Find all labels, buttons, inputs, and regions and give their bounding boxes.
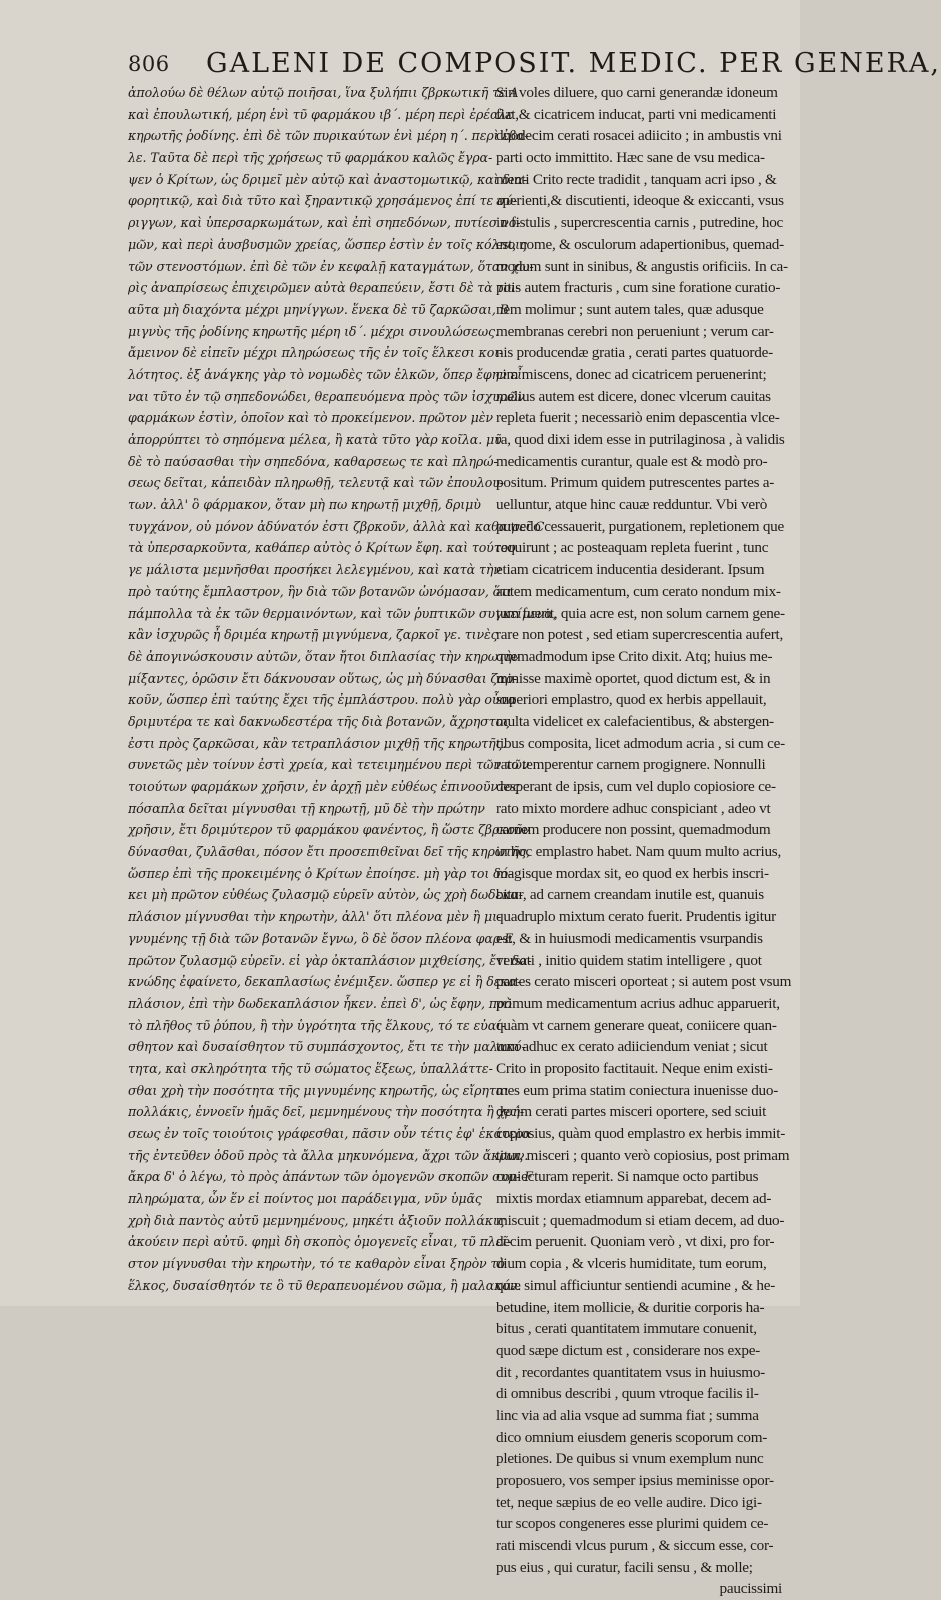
latin-text-line: minisse maximè oportet, quod dictum est, & in [496, 669, 771, 687]
latin-text-line: paucissimi [719, 1580, 782, 1598]
latin-text-line: membranas cerebri non perueniunt ; verum car- [496, 322, 774, 340]
latin-text-line: bitur, ad carnem creandam inutile est, quanuis [496, 886, 764, 904]
latin-text-line: rato mixto mordere adhuc conspiciant , adeo vt [496, 799, 771, 817]
greek-text-line: δύνασθαι, ζυλᾶσθαι, πόσον ἔτι προσεπιθεῖναι δεῖ τῆς κηρωτῆς, [128, 844, 531, 860]
latin-text-line: titur, misceri ; quanto verò copiosius, post primam [496, 1146, 790, 1164]
greek-text-line: τῆς ἐντεῦθεν ὁδοῦ πρὸς τὰ ἄλλα μηκυνόμενα, ἄχρι τῶν ἄκρων. [128, 1147, 529, 1163]
greek-text-line: ἀπολούω δὲ θέλων αὐτῷ ποιῆσαι, ἵνα ξυλήπιι ζβρκωτικῆ τε A [128, 85, 519, 100]
latin-text-line: repleta fuerit ; necessariò enim depascentia vlce- [496, 409, 780, 427]
latin-text-line: decim peruenit. Quoniam verò , vt dixi, pro for- [496, 1233, 775, 1251]
latin-text-line: rato temperentur carnem progignere. Nonnulli [496, 756, 766, 774]
latin-text-line: menti Crito recte tradidit , tanquam acri ipso , & [496, 170, 777, 188]
greek-text-line: πρῶτον ζυλασμῷ εὑρεῖν. εἰ γὰρ ὀκταπλάσιον μιχθείσης, ἔτι δα- [128, 952, 532, 968]
greek-text-line: τὸ πλῆθος τῦ ῥύπου, ἢ τὴν ὑγρότητα τῆς ἕλκους, τό τε εὐαί- [128, 1017, 506, 1033]
greek-text-line: ἄκρα δ' ὁ λέγω, τὸ πρὸς ἁπάντων τῶν ὁμογενῶν σκοπῶν συμ- F [128, 1169, 533, 1185]
greek-text-line: ρὶς ἀναπρίσεως ἐπιχειρῶμεν αὐτὰ θεραπεύειν, ἔστι δὲ τὰ τοι- [128, 280, 520, 296]
greek-text-line: κει μὴ πρῶτον εὐθέως ζυλασμῷ εὑρεῖν αὐτὸν, ὡς χρὴ δωδεκα- [128, 887, 523, 903]
greek-text-line: ναι τῦτο ἐν τῷ σηπεδονώδει, θεραπευόμενα πρὸς τῶν ἰσχυρῶν [128, 388, 525, 404]
latin-text-line: desperant de ipsis, cum vel duplo copiosiore ce- [496, 778, 776, 795]
greek-text-line: πλάσιον, ἐπὶ τὴν δωδεκαπλάσιον ἧκεν. ἐπεὶ δ', ὡς ἔφην, πρὸ [128, 995, 512, 1011]
latin-text-line: positum. Primum quidem putrescentes partes a- [496, 474, 775, 492]
greek-text-line: ἀπορρύπτει τὸ σηπόμενα μέλεα, ἢ κατὰ τῦτο γὰρ κοῖλα. μῦ [128, 432, 502, 447]
latin-text-line: fiat,& cicatricem inducat, parti vni medicamenti [496, 105, 777, 123]
latin-text-line: mixtis mordax etiamnum apparebat, decem ad- [496, 1190, 772, 1208]
greek-text-line: χρῆσιν, ἔτι δριμύτερον τῦ φαρμάκου φανέντος, ἢ ὥστε ζβρκοῦν [128, 822, 531, 838]
latin-text-line: betudine, item mollicie, & duritie corporis ha- [496, 1298, 765, 1316]
greek-text-line: τῶν στενοστόμων. ἐπὶ δὲ τῶν ἐν κεφαλῇ καταγμάτων, ὅταν χω- [128, 258, 534, 274]
latin-text-line: decim cerati partes misceri oportere, sed sciuit [496, 1103, 767, 1121]
latin-text-line: magisque mordax sit, eo quod ex herbis inscri- [496, 864, 769, 882]
latin-text-line: in hoc emplastro habet. Nam quum multo acrius, [496, 843, 782, 861]
greek-text-line: ἕλκος, δυσαίσθητόν τε ὃ τῦ θεραπευομένου σῶμα, ἢ μαλακόν. [128, 1277, 522, 1293]
greek-text-line: δὲ ἀπογινώσκουσιν αὐτῶν, ὅταν ἤτοι διπλασίας τὴν κηρωτὴν [128, 648, 520, 664]
latin-text-line: duodecim cerati rosacei adiicito ; in ambustis vni [496, 127, 782, 145]
latin-text-line: dico omnium eiusdem generis scoporum com- [496, 1428, 768, 1446]
page-number: 806 [128, 52, 170, 76]
greek-text-line: στον μίγνυσθαι τὴν κηρωτὴν, τό τε καθαρὸν εἶναι ξηρὸν τὸ [128, 1256, 505, 1272]
latin-text-line: tet, neque sæpius de eo velle audire. Dico igi- [496, 1493, 762, 1511]
latin-text-line: superiori emplastro, quod ex herbis appellauit, [496, 691, 767, 709]
latin-text-line: est, & in huiusmodi medicamentis vsurpandis [496, 929, 763, 947]
greek-text-line: καὶ ἐπουλωτική, μέρη ἑνὶ τῦ φαρμάκου ιβ΄. μέρη περὶ ἐρέαλε [128, 106, 513, 122]
greek-text-line: τοιούτων φαρμάκων χρῆσιν, ἐν ἀρχῇ μὲν εὐθέως ἐπινοοῦντος [128, 779, 520, 794]
latin-text-line: requirunt ; ac posteaquam repleta fuerint , tunc [496, 539, 769, 557]
greek-text-line: κνώδης ἐφαίνετο, δεκαπλασίως ἐνέμιξεν. ὥσπερ γε εἰ ἢ δεκα- [128, 974, 522, 990]
latin-text-line: copiosius, quàm quod emplastro ex herbis immit- [496, 1125, 786, 1142]
latin-text-line: medicamentis curantur, quale est & modò pro- [496, 452, 768, 470]
latin-text-line: nem molimur ; sunt autem tales, quæ adusque [496, 300, 764, 318]
greek-text-line: δριμυτέρα τε καὶ δακνωδεστέρα τῆς διὰ βοτανῶν, ἄχρηστος [128, 713, 510, 729]
greek-text-line: χρὴ διὰ παντὸς αὐτῦ μεμνημένους, μηκέτι ἀξιοῦν πολλάκις [128, 1212, 505, 1228]
latin-text-line: quadruplo mixtum cerato fuerit. Prudentis igitur [496, 908, 776, 926]
latin-text-line: bitus , cerati quantitatem immutare conuenit, [496, 1320, 757, 1338]
latin-text-line: pletiones. De quibus si vnum exemplum nunc [496, 1450, 764, 1468]
greek-text-line: πρὸ ταύτης ἔμπλαστρον, ἣν διὰ τῶν βοτανῶν ὠνόμασαν, ὅτι [128, 583, 512, 599]
greek-text-line: πλάσιον μίγνυσθαι τὴν κηρωτὴν, ἀλλ' ὅτι πλέονα μὲν ἢ μι- [128, 909, 502, 925]
greek-text-line: φορητικῷ, καὶ διὰ τῦτο καὶ ξηραντικῷ χρησάμενος ἐπί τε σύ- [128, 193, 518, 209]
greek-text-line: λότητος. ἐξ ἀνάγκης γὰρ τὸ νομωδὲς τῶν ἑλκῶν, ὅπερ ἔφην εἶ [128, 366, 523, 382]
latin-text-line: quæ simul afficiuntur sentiendi acumine , & he- [496, 1276, 775, 1294]
latin-text-line: putredo cessauerit, purgationem, repletionem que [496, 517, 784, 535]
greek-text-line: φαρμάκων ἐστὶν, ὁποῖον καὶ τὸ προκείμενον. πρῶτον μὲν [128, 410, 493, 426]
latin-text-line: rare non potest , sed etiam supercrescentia aufert, [496, 626, 784, 644]
latin-text-line: aperienti,& discutienti, ideoque & exiccanti, vsus [496, 192, 784, 210]
greek-text-line: τυγχάνον, οὐ μόνον ἀδύνατόν ἐστι ζβρκοῦν, ἀλλὰ καὶ καθαιρεῖ C [128, 518, 545, 534]
greek-text-line: μῶν, καὶ περὶ ἀυσβυσμῶν χρείας, ὥσπερ ἐστὶν ἐν τοῖς κόλποις [128, 236, 527, 252]
latin-text-line: autem medicamentum, cum cerato nondum mix- [496, 582, 781, 600]
greek-text-line: κηρωτῆς ῥοδίνης. ἐπὶ δὲ τῶν πυρικαύτων ἑνὶ μέρη η΄. περὶ ἐβα- [128, 128, 529, 144]
greek-text-line: κοῦν, ὥσπερ ἐπὶ ταύτης ἔχει τῆς ἐμπλάστρου. πολὺ γὰρ οὖσα [128, 692, 517, 708]
latin-text-line: cim miscens, donec ad cicatricem peruenerint; [496, 365, 767, 383]
latin-text-line: coniecturam reperit. Si namque octo partibus [496, 1168, 759, 1186]
latin-text-line: quod sæpe dictum est , considerare nos expe- [496, 1341, 760, 1359]
greek-text-line: σεως δεῖται, κἀπειδὰν πληρωθῇ, τελευτᾷ καὶ τῶν ἐπουλου- [128, 475, 504, 491]
latin-text-line: nis producendæ gratia , cerati partes quatuorde- [496, 344, 773, 362]
greek-text-line: ἀκούειν περὶ αὐτῦ. φημὶ δὴ σκοπὸς ὁμογενεῖς εἶναι, τῦ πλεῖ- [128, 1234, 512, 1250]
greek-text-line: των. ἀλλ' ὃ φάρμακον, ὅταν μὴ πω κηρωτῇ μιχθῇ, δριμὺ [128, 497, 481, 513]
latin-text-line: miscuit ; quemadmodum si etiam decem, ad duo- [496, 1211, 785, 1229]
latin-text-line: tum fuerit, quia acre est, non solum carnem gene- [496, 604, 785, 622]
latin-text-line: ra, quod dixi idem esse in putrilaginosa , à validis [496, 431, 785, 448]
latin-text-line: melius autem est dicere, donec vlcerum cauitas [496, 387, 771, 405]
latin-text-line: carnem producere non possint, quemadmodum [496, 821, 771, 839]
greek-text-line: τὰ ὑπερσαρκοῦντα, καθάπερ αὐτὸς ὁ Κρίτων ἔφη. καὶ τούτου [128, 540, 516, 556]
latin-text-line: tibus composita, licet admodum acria , si cum ce- [496, 734, 785, 752]
greek-text-line: τητα, καὶ σκληρότητα τῆς τῦ σώματος ἕξεως, ὑπαλλάττε- [128, 1060, 493, 1076]
greek-text-line: γε μάλιστα μεμνῆσθαι προσήκει λελεγμένου, καὶ κατὰ τὴν [128, 562, 501, 578]
greek-text-line: συνετῶς μὲν τοίνυν ἐστὶ χρεία, καὶ τετειμημένου περὶ τῶν τῶν [128, 757, 530, 773]
greek-text-column [128, 82, 557, 1297]
latin-text-line: rati miscendi vlcus purum , & siccum esse, cor- [496, 1537, 774, 1555]
greek-text-line: πολλάκις, ἐννοεῖν ἡμᾶς δεῖ, μεμνημένους τὴν ποσότητα ἢ χρή- [128, 1104, 525, 1120]
greek-text-line: ριγγων, καὶ ὑπερσαρκωμάτων, καὶ ἐπὶ σηπεδόνων, πυτίεσ νο- [128, 215, 521, 231]
latin-text-line: pus eius , qui curatur, facili sensu , & molle; [496, 1558, 753, 1576]
latin-text-line: multa videlicet ex calefacientibus, & abstergen- [496, 712, 774, 730]
greek-text-line: ὥσπερ ἐπὶ τῆς προκειμένης ὁ Κρίτων ἐποίησε. μὴ γὰρ τοι δό- [128, 865, 513, 881]
greek-text-line: πληρώματα, ὧν ἕν εἰ ποίντος μοι παράδειγμα, νῦν ὑμᾶς [128, 1191, 482, 1207]
greek-text-line: ψεν ὁ Κρίτων, ὡς δριμεῖ μὲν αὐτῷ καὶ ἀναστομωτικῷ, καὶ δια- [128, 171, 528, 187]
latin-text-line: quemadmodum ipse Crito dixit. Atq; huius me- [496, 647, 773, 665]
greek-text-line: σεως ἐν τοῖς τοιούτοις γράφεσθαι, πᾶσιν οὖν τέτις ἐφ' ἑκάτερα [128, 1126, 532, 1141]
greek-text-line: αῦτα μὴ διαχόντα μέχρι μηνίγγων. ἕνεκα δὲ τῦ ζαρκῶσαι, B [128, 301, 509, 317]
running-title: GALENI DE COMPOSIT. MEDIC. PER GENERA, [206, 48, 941, 79]
greek-text-line: ἄμεινον δὲ εἰπεῖν μέχρι πληρώσεως τῆς ἐν τοῖς ἕλκεσι κοι- [128, 345, 504, 361]
greek-text-line: μίξαντες, ὁρῶσιν ἔτι δάκνουσαν οὕτως, ὡς μὴ δύνασθαι ζαρ- [128, 670, 518, 686]
latin-text-line: primum medicamentum acrius adhuc apparuerit, [496, 994, 780, 1012]
latin-text-line: uelluntur, atque hinc cauæ redduntur. Vbi verò [496, 496, 768, 514]
latin-text-line: quàm vt carnem generare queat, coniicere quan- [496, 1016, 777, 1034]
latin-text-line: est, nome, & osculorum adapertionibus, quemad- [496, 235, 784, 253]
greek-text-line: γνυμένης τῇ διὰ τῶν βοτανῶν ἔγνω, ὃ δὲ ὅσον πλέονα φαρ-Ε [128, 930, 514, 946]
latin-text-line: tum adhuc ex cerato adiiciendum veniat ; sicut [496, 1038, 768, 1056]
latin-text-line: proposuero, vos semper ipsius meminisse opor- [496, 1472, 774, 1489]
latin-text-line: linc via ad alia vsque ad summa fiat ; summa [496, 1406, 759, 1424]
greek-text-line: μιγνὺς τῆς ῥοδίνης κηρωτῆς μέρη ιδ΄. μέχρι σινουλώσεως. [128, 323, 499, 339]
greek-text-line: δὲ τὸ παύσασθαι τὴν σηπεδόνα, καθαρσεως τε καὶ πληρώ- [128, 453, 498, 469]
greek-text-line: κἂν ἰσχυρῶς ἦ δριμέα κηρωτῇ μιγνύμενα, ζαρκοῖ γε. τινὲς [128, 627, 498, 643]
latin-text-line: in fistulis , supercrescentia carnis , putredine, hoc [496, 214, 784, 232]
latin-text-line: di omnibus describi , quum vtroque facilis il- [496, 1385, 759, 1403]
greek-text-line: σθαι χρὴ τὴν ποσότητα τῆς μιγνυμένης κηρωτῆς, ὡς εἴρηται [128, 1082, 509, 1098]
latin-text-column [496, 82, 792, 1600]
latin-text-line: Crito in proposito factitauit. Neque enim existi- [496, 1059, 773, 1077]
latin-text-line: dit , recordantes quantitatem vsus in huiusmo- [496, 1363, 765, 1381]
greek-text-line: ἐστι πρὸς ζαρκῶσαι, κἂν τετραπλάσιον μιχθῇ τῆς κηρωτῆς. [128, 735, 507, 751]
latin-text-line: dium copia , & vlceris humiditate, tum eorum, [496, 1255, 767, 1273]
greek-text-line: πόσαπλα δεῖται μίγνυσθαι τῇ κηρωτῇ, μῦ δὲ τὴν πρώτην [128, 800, 485, 816]
greek-text-line: πάμπολλα τὰ ἐκ τῶν θερμαινόντων, καὶ τῶν ῥυπτικῶν συγκείμενα, [128, 605, 557, 621]
latin-text-line: parti octo immittito. Hæc sane de vsu medica- [496, 149, 765, 167]
greek-text-line: λε. Ταῦτα δὲ περὶ τῆς χρήσεως τῦ φαρμάκου καλῶς ἔγρα- [128, 150, 493, 166]
greek-text-line: σθητον καὶ δυσαίσθητον τῦ συμπάσχοντος, ἔτι τε τὴν μαλακό- [128, 1039, 526, 1055]
latin-text-line: etiam cicatricem inducentia desiderant. Ipsum [496, 561, 765, 579]
latin-text-line: pitis autem fracturis , cum sine foratione curatio- [496, 279, 781, 297]
latin-text-line: mes eum prima statim coniectura inuenisse duo- [496, 1081, 779, 1099]
latin-text-line: tur scopos congeneres esse plurimi quidem ce- [496, 1515, 769, 1533]
latin-text-line: Sin voles diluere, quo carni generandæ idoneum [496, 84, 778, 101]
latin-text-line: modum sunt in sinibus, & angustis orificiis. In ca- [496, 257, 788, 275]
latin-text-line: partes cerato misceri oporteat ; si autem post vsum [496, 973, 792, 991]
latin-text-line: versati , initio quidem statim intelligere , quot [496, 951, 762, 969]
